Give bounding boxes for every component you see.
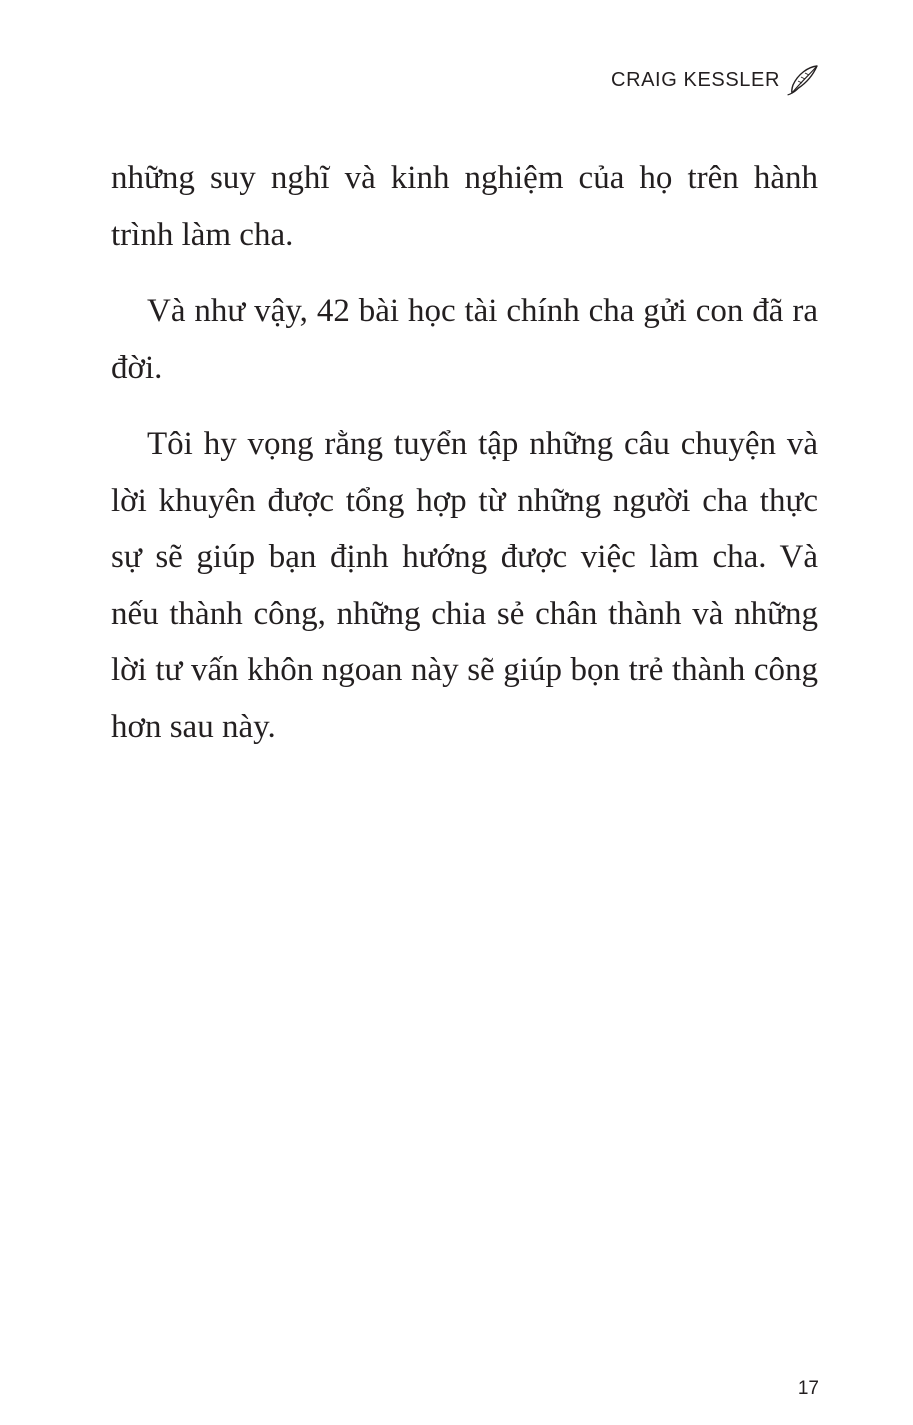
paragraph-book-origin: Và như vậy, 42 bài học tài chính cha gửi con đã ra đời. (111, 293, 818, 386)
quill-icon (786, 63, 820, 97)
page-number: 17 (797, 1378, 819, 1399)
paragraph-hope: Tôi hy vọng rằng tuyển tập những câu chuyện và lời khuyên được tổng hợp từ những người cha thực sự sẽ giúp bạn định hướng được việc làm cha. Và nếu thành công, những chia sẻ chân thành và những lời tư vấn khôn ngoan này sẽ giúp bọn trẻ thành công hơn sau này. (111, 426, 818, 745)
body-text (111, 150, 818, 775)
running-header (611, 62, 820, 98)
paragraph-continuation: những suy nghĩ và kinh nghiệm của họ trên hành trình làm cha. (111, 160, 818, 253)
header-author: CRAIG KESSLER (611, 69, 780, 91)
